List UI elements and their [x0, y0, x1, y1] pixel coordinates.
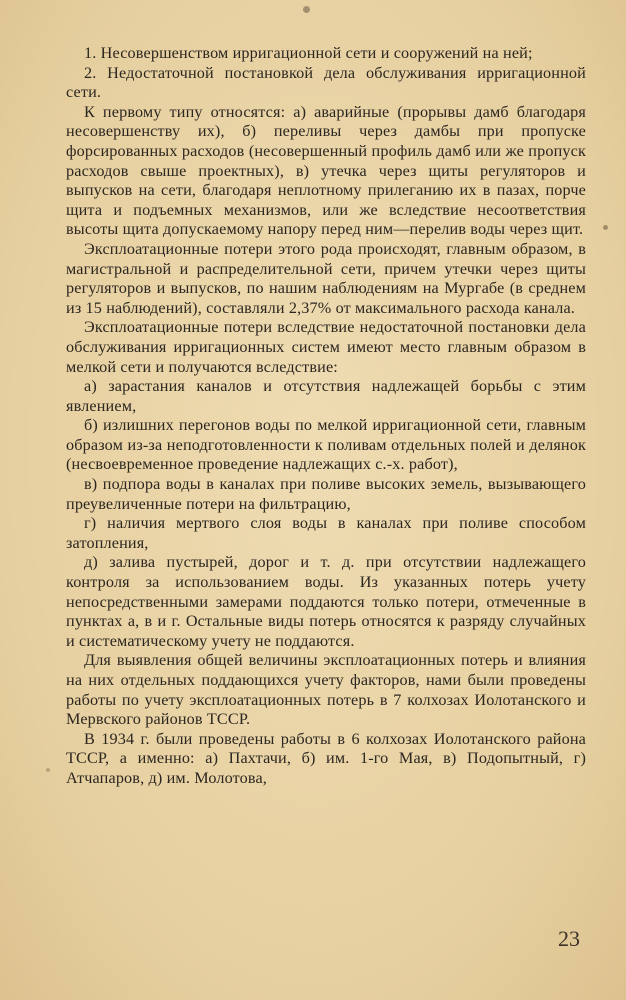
- paragraph-losses-causes: Эксплоатационные потери вследствие недостаточной постановки дела обслуживания ирригационных систем имеют место главным образом в мелкой сети и получаются вследствие:: [66, 318, 586, 376]
- ink-speck: [46, 768, 50, 772]
- ink-speck: [303, 6, 310, 13]
- paragraph-item-1: 1. Несовершенством ирригационной сети и сооружений на ней;: [84, 44, 533, 62]
- paragraph-item-2: 2. Недостаточной постановкой дела обслуживания ирригационной сети.: [66, 63, 586, 102]
- page-number: 23: [558, 926, 580, 951]
- paragraph-operational-losses: Эксплоатационные потери этого рода происходят, главным образом, в магистральной и распределительной сети, причем утечки через щиты регуляторов и выпусков, по нашим наблюдениям на Мургабе (в среднем из 15 наблюдений), составляли 2,37% от максимального расхода канала.: [66, 239, 586, 317]
- list-item-v: в) подпора воды в каналах при поливе высоких земель, вызывающего преувеличенные потери на фильтрацию,: [66, 475, 586, 513]
- paragraph-1934-works: В 1934 г. были проведены работы в 6 колхозах Иолотанского района ТССР, а именно: а) Пахтачи, б) им. 1-го Мая, в) Подопытный, г) Атчапаров, д) им. Молотова,: [66, 729, 586, 787]
- paragraph-first-type: К первому типу относятся: а) аварийные (прорывы дамб благодаря несовершенству их), б) переливы через дамбы при пропуске форсированных расходов (несовершенный профиль дамб или же пропуск расходов свыше проектных), в) утечка через щиты регуляторов и выпусков на сети, благодаря неплотному прилеганию их в пазах, порче щита и подъемных механизмов, или же вследствие несоответствия высоты щита допускаемому напору перед ним—перелив воды через щит.: [66, 102, 586, 239]
- list-item-d: д) залива пустырей, дорог и т. д. при отсутствии надлежащего контроля за использованием воды. Из указанных потерь учету непосредственными замерами поддаются только потери, отмеченные в пунктах а, в и г. Остальные виды потерь относятся к разряду случайных и систематическому учету не поддаются.: [66, 553, 586, 650]
- page-body: [66, 44, 586, 789]
- list-item-a: а) зарастания каналов и отсутствия надлежащей борьбы с этим явлением,: [66, 377, 586, 415]
- paragraph-study-scope: Для выявления общей величины эксплоатационных потерь и влияния на них отдельных поддающихся учету факторов, нами были проведены работы по учету эксплоатационных потерь в 7 колхозах Иолотанского и Мервского районов ТССР.: [66, 651, 586, 729]
- list-item-g: г) наличия мертвого слоя воды в каналах при поливе способом затопления,: [66, 514, 586, 552]
- list-item-b: б) излишних перегонов воды по мелкой ирригационной сети, главным образом из-за неподготовленности к поливам отдельных полей и делянок (несвоевременное проведение надлежащих с.-х. работ),: [66, 416, 586, 474]
- ink-speck: [603, 225, 608, 230]
